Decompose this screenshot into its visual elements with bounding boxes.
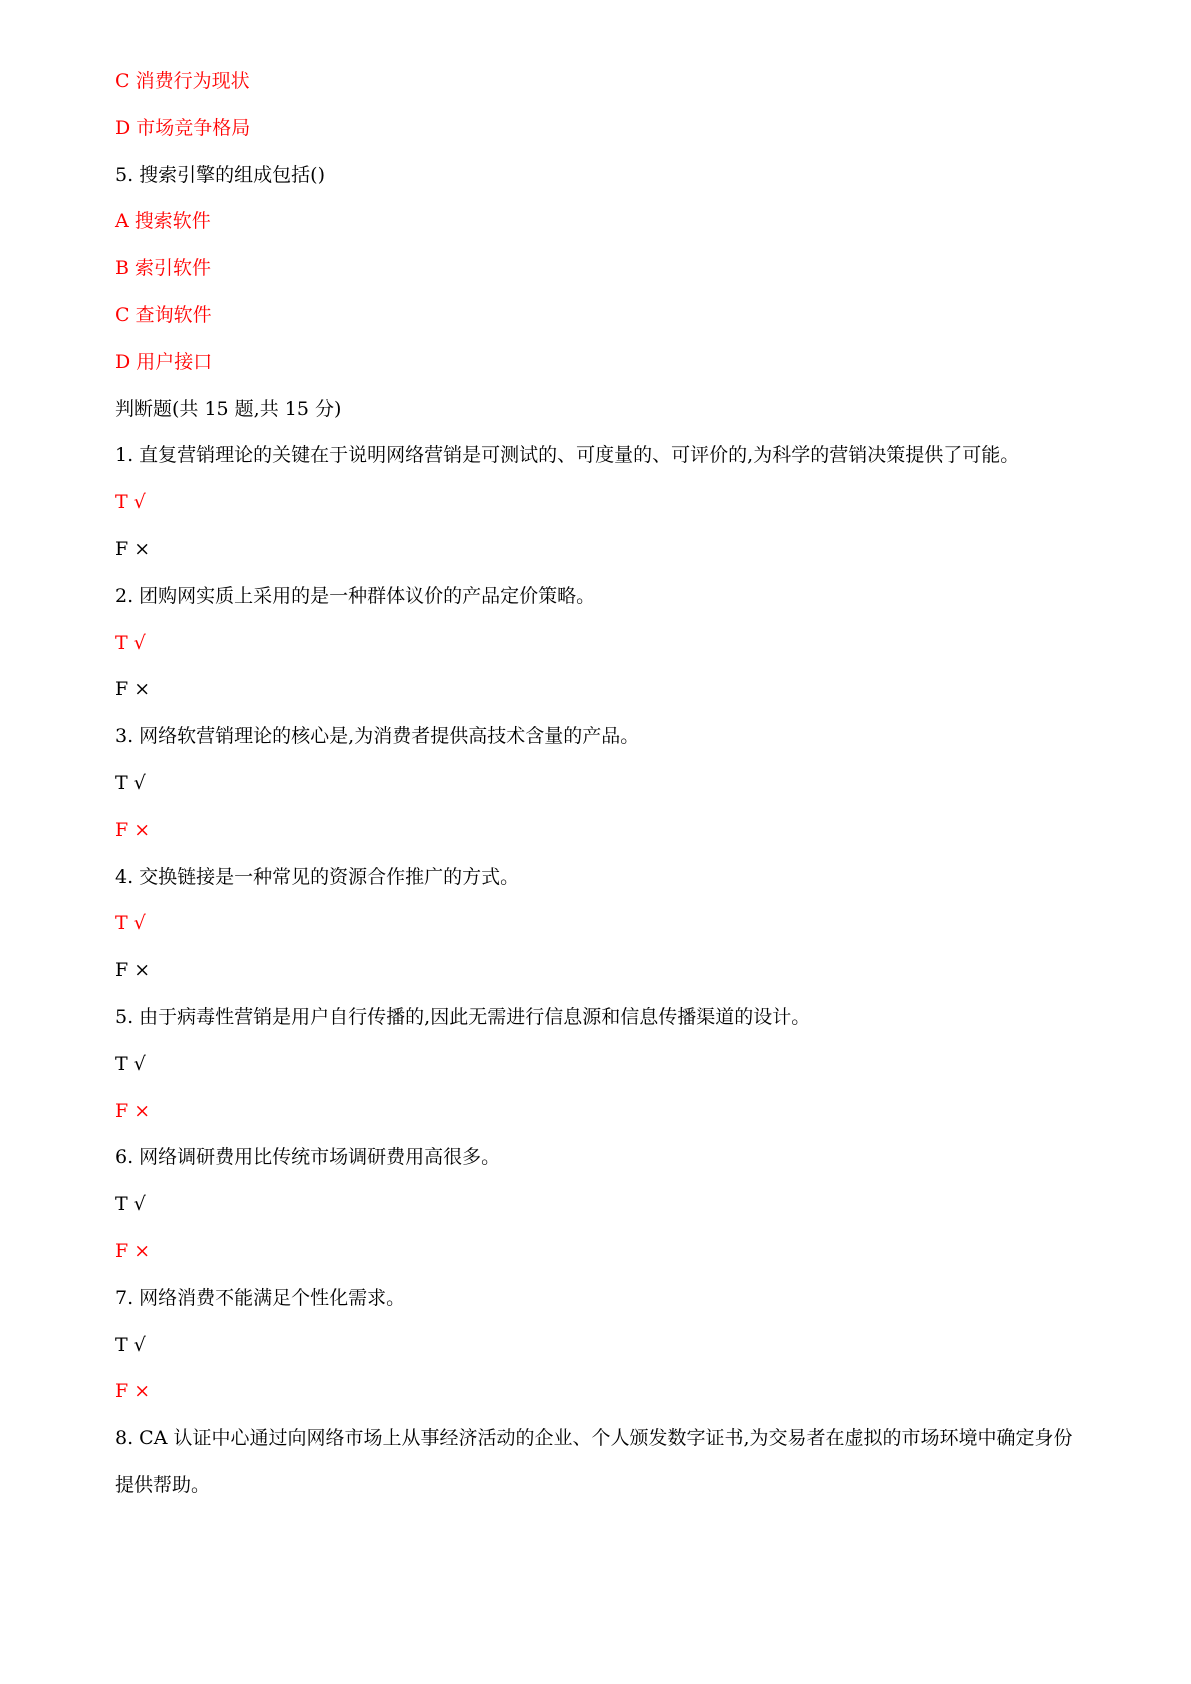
option-line: F × [115, 959, 151, 982]
option-line: B 索引软件 [115, 257, 212, 280]
option-line: T √ [115, 771, 146, 794]
option-line: D 市场竞争格局 [115, 116, 251, 139]
option-line: F × [115, 1380, 151, 1403]
option-line: T √ [115, 912, 146, 935]
question-line: 3. 网络软营销理论的核心是,为消费者提供高技术含量的产品。 [115, 725, 640, 748]
section-heading: 判断题(共 15 题,共 15 分) [115, 397, 342, 420]
option-line: T √ [115, 491, 146, 514]
option-line: F × [115, 1099, 151, 1122]
question-line: 7. 网络消费不能满足个性化需求。 [115, 1286, 406, 1309]
option-line: C 查询软件 [115, 303, 212, 326]
option-line: F × [115, 678, 151, 701]
question-line: 2. 团购网实质上采用的是一种群体议价的产品定价策略。 [115, 584, 596, 607]
option-line: F × [115, 1239, 151, 1262]
question-line: 5. 搜索引擎的组成包括() [115, 163, 325, 186]
option-line: A 搜索软件 [115, 210, 211, 233]
option-line: F × [115, 818, 151, 841]
option-line: T √ [115, 1333, 146, 1356]
question-line: 4. 交换链接是一种常见的资源合作推广的方式。 [115, 865, 520, 888]
document-page [115, 58, 1085, 1509]
option-line: T √ [115, 631, 146, 654]
option-line: F × [115, 537, 151, 560]
question-line: 8. CA 认证中心通过向网络市场上从事经济活动的企业、个人颁发数字证书,为交易者在虚拟的市场环境中确定身份提供帮助。 [115, 1427, 1073, 1496]
option-line: D 用户接口 [115, 350, 213, 373]
question-line: 6. 网络调研费用比传统市场调研费用高很多。 [115, 1146, 501, 1169]
question-line: 5. 由于病毒性营销是用户自行传播的,因此无需进行信息源和信息传播渠道的设计。 [115, 1005, 811, 1028]
option-line: T √ [115, 1052, 146, 1075]
question-line: 1. 直复营销理论的关键在于说明网络营销是可测试的、可度量的、可评价的,为科学的营销决策提供了可能。 [115, 444, 1020, 467]
option-line: T √ [115, 1193, 146, 1216]
option-line: C 消费行为现状 [115, 70, 250, 92]
